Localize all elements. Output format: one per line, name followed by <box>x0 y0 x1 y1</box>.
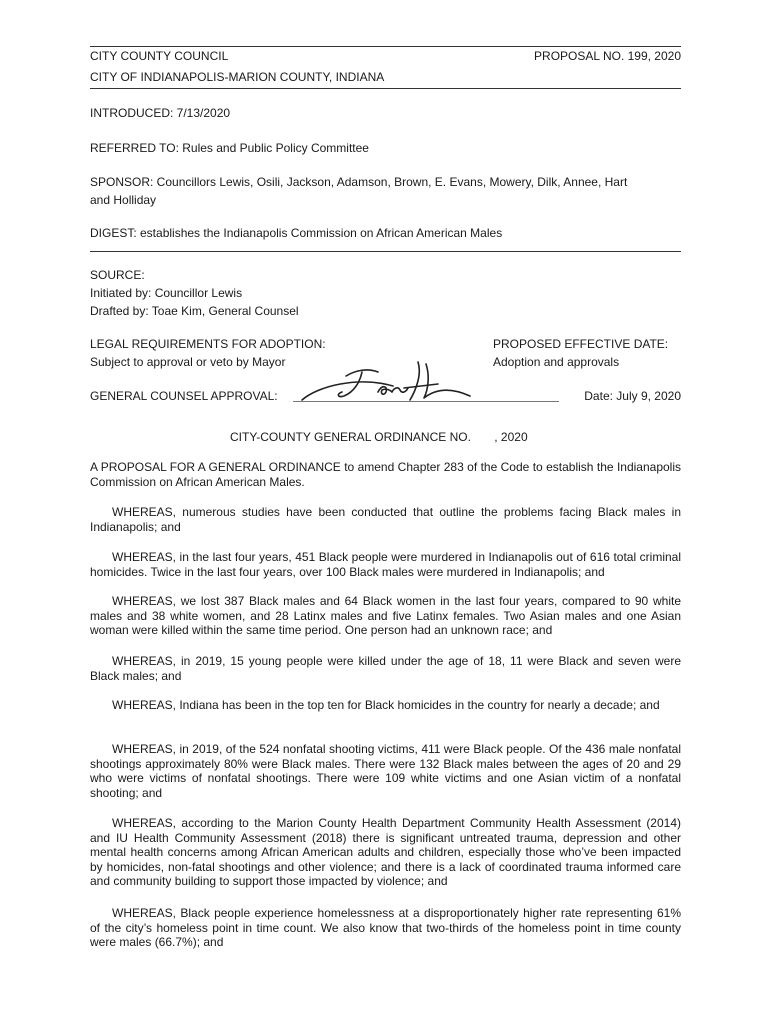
handwritten-signature-icon <box>298 356 474 406</box>
initiated-by: Initiated by: Councillor Lewis <box>90 286 243 300</box>
ordinance-title: CITY-COUNTY GENERAL ORDINANCE NO. , 2020 <box>230 430 528 444</box>
approval-date: Date: July 9, 2020 <box>584 389 681 403</box>
source-label: SOURCE: <box>90 268 145 282</box>
whereas-paragraph: WHEREAS, according to the Marion County Health Department Community Health Assessment (2014) and IU Health Community Assessment (2018) there is significant untreated trauma, depression and other mental health concerns among African American adults and children, especially those who’ve been impacted by homicides, non-fatal shootings and other violence; and there is a lack of coordinated trauma informed care and community building to support those impacted by violence; and <box>90 816 681 889</box>
council-name: CITY COUNTY COUNCIL <box>90 49 229 63</box>
whereas-paragraph: WHEREAS, we lost 387 Black males and 64 Black women in the last four years, compared to 90 white males and 38 white women, and 28 Latinx males and five Latinx females. Two Asian males and one Asian woman were killed within the same time period. One person had an unknown race; and <box>90 594 681 638</box>
jurisdiction: CITY OF INDIANAPOLIS-MARION COUNTY, INDIANA <box>90 70 385 84</box>
referred-to: REFERRED TO: Rules and Public Policy Committee <box>90 141 369 155</box>
whereas-paragraph: WHEREAS, in the last four years, 451 Black people were murdered in Indianapolis out of 616 total criminal homicides. Twice in the last four years, over 100 Black males were murdered in Indianapolis; and <box>90 550 681 579</box>
general-counsel-label: GENERAL COUNSEL APPROVAL: <box>90 389 278 403</box>
whereas-paragraph: WHEREAS, Indiana has been in the top ten for Black homicides in the country for nearly a decade; and <box>112 698 660 712</box>
top-rule <box>90 46 681 47</box>
whereas-paragraph: WHEREAS, in 2019, 15 young people were killed under the age of 18, 11 were Black and seven were Black males; and <box>90 654 681 683</box>
proposal-number: PROPOSAL NO. 199, 2020 <box>534 49 681 63</box>
ordinance-intro: A PROPOSAL FOR A GENERAL ORDINANCE to amend Chapter 283 of the Code to establish the Indianapolis Commission on African American Males. <box>90 460 681 489</box>
effective-date-value: Adoption and approvals <box>493 355 620 369</box>
introduced-date: INTRODUCED: 7/13/2020 <box>90 106 231 120</box>
sponsor-line-2: and Holliday <box>90 193 157 207</box>
header-rule <box>90 88 681 89</box>
sponsor-line-1: SPONSOR: Councillors Lewis, Osili, Jackson, Adamson, Brown, E. Evans, Mowery, Dilk, Annee, Hart <box>90 175 628 189</box>
whereas-paragraph: WHEREAS, numerous studies have been conducted that outline the problems facing Black males in Indianapolis; and <box>90 505 681 534</box>
whereas-paragraph: WHEREAS, in 2019, of the 524 nonfatal shooting victims, 411 were Black people. Of the 436 male nonfatal shootings approximately 80% were Black males. There were 132 Black males between the ages of 20 and 29 who were victims of nonfatal shootings. There were 109 white victims and one Asian victim of a nonfatal shooting; and <box>90 742 681 800</box>
drafted-by: Drafted by: Toae Kim, General Counsel <box>90 304 299 318</box>
effective-date-label: PROPOSED EFFECTIVE DATE: <box>493 337 669 351</box>
digest-rule <box>90 251 681 252</box>
digest: DIGEST: establishes the Indianapolis Commission on African American Males <box>90 226 503 240</box>
legal-requirements-label: LEGAL REQUIREMENTS FOR ADOPTION: <box>90 337 326 351</box>
legal-requirements-value: Subject to approval or veto by Mayor <box>90 355 286 369</box>
whereas-paragraph: WHEREAS, Black people experience homelessness at a disproportionately higher rate representing 61% of the city’s homeless point in time count. We also know that two-thirds of the homeless point in time county were males (66.7%); and <box>90 906 681 950</box>
